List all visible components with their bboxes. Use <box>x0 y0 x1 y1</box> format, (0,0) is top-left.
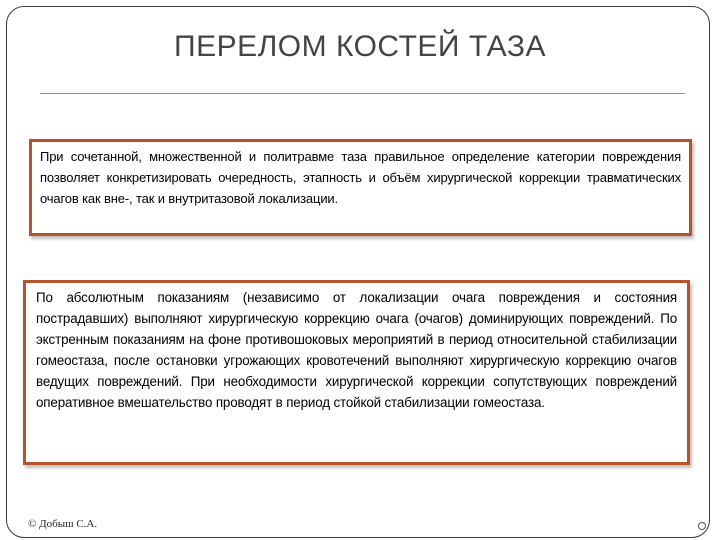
text-box-absolute-indications-paragraph: По абсолютным показаниям (независимо от локализации очага повреждения и состояния пострадавших) выполняют хирургическую коррекцию очага (очагов) доминирующих повреждений. По экстренным показаниям на фоне противошоковых мероприятий в период относительной стабилизации гомеостаза, после остановки угрожающих кровотечений выполняют хирургическую коррекцию очагов ведущих повреждений. При необходимости хирургической коррекции сопутствующих повреждений оперативное вмешательство проводят в период стойкой стабилизации гомеостаза. <box>36 290 677 410</box>
slide-corner-mark <box>698 522 706 530</box>
text-box-absolute-indications <box>23 280 690 465</box>
text-box-indications <box>29 139 692 236</box>
copyright-footer: © Добыш С.А. <box>28 518 98 530</box>
text-box-indications-paragraph: При сочетанной, множественной и политравме таза правильное определение категории повреждения позволяет конкретизировать очередность, этапность и объём хирургической коррекции травматических очагов как вне-, так и внутритазовой локализации. <box>40 149 681 206</box>
slide-title: ПЕРЕЛОМ КОСТЕЙ ТАЗА <box>174 30 546 63</box>
title-divider <box>40 93 685 94</box>
